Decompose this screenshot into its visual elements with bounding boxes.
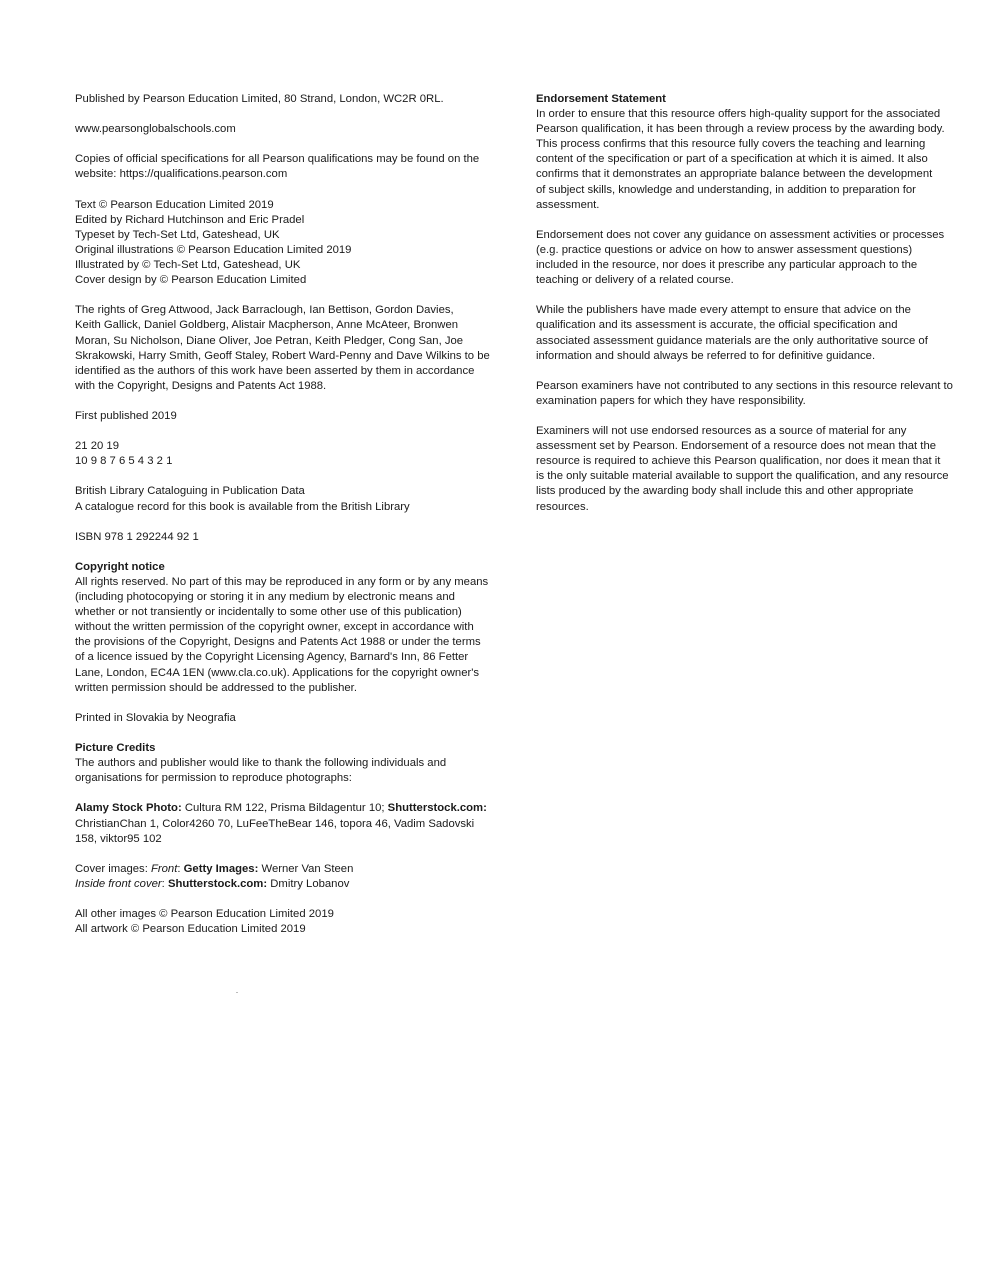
author-rights: The rights of Greg Attwood, Jack Barraclough, Ian Bettison, Gordon Davies, Keith Gallick, Daniel Goldberg, Alistair Macpherson, Anne McAteer, Bronwen Moran, Su Nicholson, Diane Oliver, Joe Petran, Keith Pledger, Cong San, Joe Skrakowski, Harry Smith, Geoff Staley, Robert Ward-Penny and Dave Wilkins to be identified as the authors of this work have been asserted by them in accordance with the Copyright, Designs and Patents Act 1988. xyxy=(75,304,490,392)
publisher-address: Published by Pearson Education Limited, 80 Strand, London, WC2R 0RL. xyxy=(75,93,444,105)
endorsement-paragraph-2: Endorsement does not cover any guidance on assessment activities or processes (e.g. practice questions or advice on how to answer assessment questions) included in the resource, nor does it prescribe any particular approach to the teaching or delivery of a related course. xyxy=(536,228,945,287)
production-credits: Text © Pearson Education Limited 2019 Edited by Richard Hutchinson and Eric Pradel Typeset by Tech-Set Ltd, Gateshead, UK Original illustrations © Pearson Education Limited 2019 Illustrated by © Tech-Set Ltd, Gateshead, UK Cover design by © Pearson Education Limited xyxy=(75,198,352,287)
printed-in: Printed in Slovakia by Neografia xyxy=(75,711,236,724)
copyright-heading: Copyright notice xyxy=(75,560,165,573)
copyright-notice: Copyright notice All rights reserved. No part of this may be reproduced in any form or by any means (including photocopying or storing it in any medium by electronic means and whether or not transiently or incidentally to some other use of this publication) without the written permission of the copyright owner, except in accordance with the provisions of the Copyright, Designs and Patents Act 1988 or under the terms of a licence issued by the Copyright Licensing Agency, Barnard's Inn, 86 Fetter Lane, London, EC4A 1EN (www.cla.co.uk). Applications for the copyright owner's written permission should be addressed to the publisher. xyxy=(75,560,515,696)
picture-credits-heading: Picture Credits xyxy=(75,742,156,755)
impression-line: 21 20 19 10 9 8 7 6 5 4 3 2 1 xyxy=(75,440,173,468)
picture-credits: Picture Credits The authors and publisher would like to thank the following individuals and organisations for permission to reproduce photographs: xyxy=(75,741,515,786)
library-cataloguing: British Library Cataloguing in Publication Data A catalogue record for this book is available from the British Library xyxy=(75,485,410,513)
endorsement-paragraph-5: Examiners will not use endorsed resources as a source of material for any assessment set by Pearson. Endorsement of a resource does not mean that the resource is required to achieve this Pearson qualification, nor does it mean that it is the only suitable material available to support the qualification, and any resource lists produced by the awarding body shall include this and other appropriate resources. xyxy=(536,425,949,513)
endorsement-paragraph-1: Endorsement Statement In order to ensure that this resource offers high-quality support for the associated Pearson qualification, it has been through a review process by the awarding body. This process confirms that this resource fully covers the teaching and learning content of the specification or part of a specification at which it is aimed. It also confirms that it demonstrates an appropriate balance between the development of subject skills, knowledge and understanding, in addition to preparation for assessment. xyxy=(536,92,966,213)
left-column xyxy=(75,92,515,952)
endorsement-paragraph-4: Pearson examiners have not contributed to any sections in this resource relevant to examination papers for which they have responsibility. xyxy=(536,379,953,407)
right-column xyxy=(536,92,966,530)
first-published: First published 2019 xyxy=(75,409,177,422)
endorsement-heading: Endorsement Statement xyxy=(536,93,666,105)
cover-image-credits: Cover images: Front: Getty Images: Werner Van Steen Inside front cover: Shutterstock.com: Dmitry Lobanov xyxy=(75,862,354,890)
isbn: ISBN 978 1 292244 92 1 xyxy=(75,530,199,543)
publisher-website: www.pearsonglobalschools.com xyxy=(75,123,236,136)
specifications-note: Copies of official specifications for all Pearson qualifications may be found on the website: https://qualifications.pearson.com xyxy=(75,153,480,181)
endorsement-paragraph-3: While the publishers have made every attempt to ensure that advice on the qualification and its assessment is accurate, the official specification and associated assessment guidance materials are the only authoritative source of information and should always be referred to for definitive guidance. xyxy=(536,304,928,362)
other-images-credits: All other images © Pearson Education Limited 2019 All artwork © Pearson Education Limited 2019 xyxy=(75,908,334,936)
scan-speck xyxy=(236,992,238,993)
stock-photo-credits: Alamy Stock Photo: Cultura RM 122, Prisma Bildagentur 10; Shutterstock.com: ChristianChan 1, Color4260 70, LuFeeTheBear 146, topora 46, Vadim Sadovski 158, viktor95 102 xyxy=(75,802,487,845)
